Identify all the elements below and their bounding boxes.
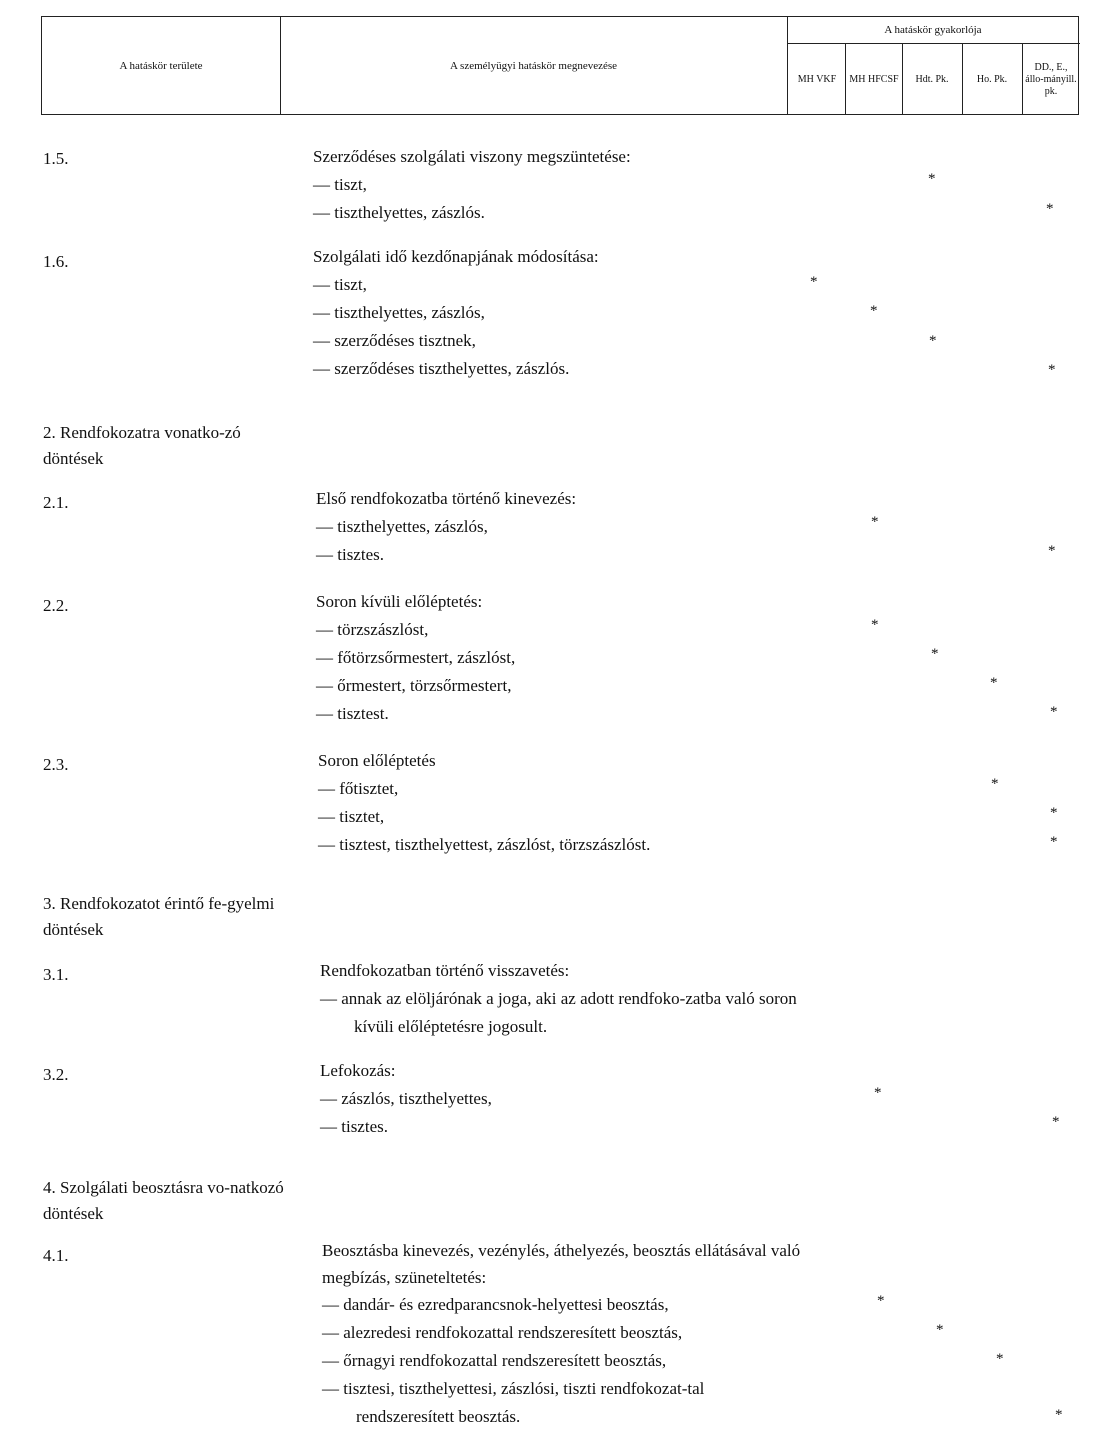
col-mh-hfcsf: MH HFCSF	[849, 73, 899, 85]
mark-star: *	[1046, 201, 1054, 217]
area-label: 1.6.	[43, 252, 69, 271]
mark-star: *	[991, 776, 999, 792]
list-item: — annak az elöljárónak a joga, aki az adott rendfoko-zatba való soron kívüli előléptetésre jogosult.	[320, 989, 797, 1036]
mark-star: *	[874, 1085, 882, 1101]
section-heading: 4. Szolgálati beosztásra vo-natkozó döntések	[43, 1178, 284, 1223]
section-title: Soron kívüli előléptetés:	[316, 592, 483, 611]
header-table	[41, 16, 1079, 115]
mark-star: *	[1050, 704, 1058, 720]
area-label: 3.2.	[43, 1065, 69, 1084]
mark-star: *	[877, 1293, 885, 1309]
name-header: A személyügyi hatáskör megnevezése	[449, 59, 618, 72]
section-1-6	[313, 242, 599, 383]
section-heading: 3. Rendfokozatot érintő fe-gyelmi döntések	[43, 894, 275, 939]
area-label: 3.1.	[43, 965, 69, 984]
section-4-1	[322, 1237, 802, 1431]
section-2-1	[316, 484, 576, 569]
section-title: Szolgálati idő kezdőnapjának módosítása:	[313, 247, 599, 266]
list-item: — főtisztet,	[318, 779, 399, 798]
practice-header: A hatáskör gyakorlója	[884, 24, 982, 36]
mark-star: *	[1050, 805, 1058, 821]
section-heading: 2. Rendfokozatra vonatko-zó döntések	[43, 423, 241, 468]
divider	[902, 43, 903, 114]
mark-star: *	[929, 333, 937, 349]
mark-star: *	[990, 675, 998, 691]
list-item: — tisztest.	[316, 704, 389, 723]
mark-star: *	[1050, 834, 1058, 850]
list-item: — zászlós, tiszthelyettes,	[320, 1089, 492, 1108]
col-hdt-pk: Hdt. Pk.	[915, 73, 949, 85]
list-item: — szerződéses tisztnek,	[313, 331, 476, 350]
col-mh-vkf: MH VKF	[797, 73, 837, 85]
list-item: — tiszthelyettes, zászlós,	[316, 517, 488, 536]
divider	[1022, 43, 1023, 114]
mark-star: *	[1048, 362, 1056, 378]
list-item: — főtörzsőrmestert, zászlóst,	[316, 648, 516, 667]
section-1-5	[313, 142, 631, 227]
mark-star: *	[810, 274, 818, 290]
mark-star: *	[931, 646, 939, 662]
mark-star: *	[871, 514, 879, 530]
list-item: — szerződéses tiszthelyettes, zászlós.	[313, 359, 570, 378]
section-title: Szerződéses szolgálati viszony megszüntetése:	[313, 147, 631, 166]
mark-star: *	[1055, 1407, 1063, 1423]
divider	[845, 43, 846, 114]
list-item: — törzszászlóst,	[316, 620, 429, 639]
list-item: — tisztet,	[318, 807, 385, 826]
mark-star: *	[996, 1351, 1004, 1367]
area-label: 4.1.	[43, 1246, 69, 1265]
section-title: Beosztásba kinevezés, vezénylés, áthelyezés, beosztás ellátásával való megbízás, szüneteltetés:	[322, 1241, 801, 1287]
col-ho-pk: Ho. Pk.	[976, 73, 1008, 85]
mark-star: *	[871, 617, 879, 633]
list-item: — alezredesi rendfokozattal rendszeresített beosztás,	[322, 1323, 683, 1342]
section-2-3	[318, 746, 650, 859]
divider	[962, 43, 963, 114]
list-item: — dandár- és ezredparancsnok-helyettesi beosztás,	[322, 1295, 669, 1314]
mark-star: *	[870, 303, 878, 319]
section-3-2	[320, 1056, 492, 1141]
list-item: — őrnagyi rendfokozattal rendszeresített beosztás,	[322, 1351, 667, 1370]
list-item: — tisztesi, tiszthelyettesi, zászlósi, tiszti rendfokozat-tal rendszeresített beosztás.	[322, 1379, 705, 1426]
list-item: — tisztes.	[320, 1117, 388, 1136]
area-label: 2.1.	[43, 493, 69, 512]
section-title: Rendfokozatban történő visszavetés:	[320, 961, 570, 980]
list-item: — tiszt,	[313, 275, 367, 294]
list-item: — tisztest, tiszthelyettest, zászlóst, törzszászlóst.	[318, 835, 651, 854]
area-label: 2.3.	[43, 755, 69, 774]
section-title: Lefokozás:	[320, 1061, 396, 1080]
mark-star: *	[936, 1322, 944, 1338]
list-item: — tisztes.	[316, 545, 384, 564]
mark-star: *	[1048, 543, 1056, 559]
mark-star: *	[1052, 1114, 1060, 1130]
area-label: 1.5.	[43, 149, 69, 168]
section-title: Első rendfokozatba történő kinevezés:	[316, 489, 577, 508]
list-item: — tiszthelyettes, zászlós,	[313, 303, 485, 322]
list-item: — őrmestert, törzsőrmestert,	[316, 676, 512, 695]
area-header: A hatáskör területe	[119, 59, 203, 72]
section-title: Soron előléptetés	[318, 751, 436, 770]
section-3-1	[320, 956, 800, 1041]
mark-star: *	[928, 171, 936, 187]
col-dd-pk: DD., E., állo-mányill. pk.	[1025, 61, 1077, 97]
section-2-2	[316, 587, 515, 728]
area-label: 2.2.	[43, 596, 69, 615]
list-item: — tiszt,	[313, 175, 367, 194]
list-item: — tiszthelyettes, zászlós.	[313, 203, 485, 222]
